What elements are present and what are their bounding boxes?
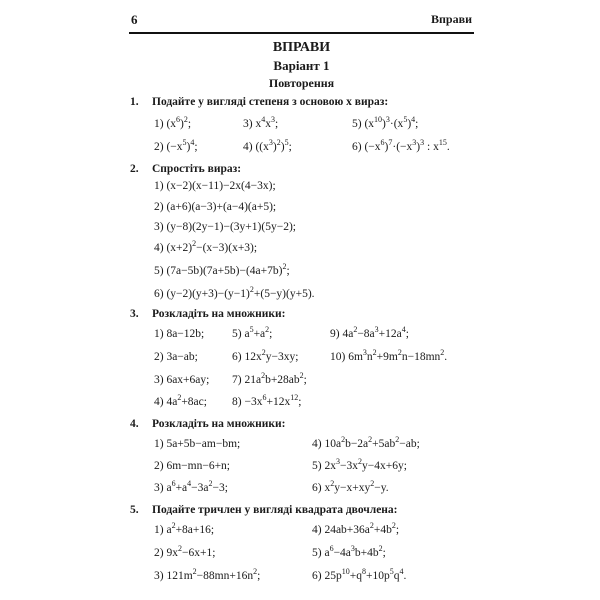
- task-instruction: Розкладіть на множники:: [152, 418, 286, 430]
- task-number: 1.: [130, 96, 139, 108]
- exercise-item: 1) (x−2)(x−11)−2x(4−3x);: [154, 180, 276, 192]
- exercise-item: 5) $a^5+a^2$;: [232, 325, 273, 340]
- exercise-item: 1) $a^2+8a+16$;: [154, 521, 215, 536]
- header-rule: [129, 32, 474, 34]
- exercise-item: 4) $10a^2b-2a^2+5ab^2-ab$;: [312, 435, 420, 450]
- exercise-item: 10) $6m^3n^2+9m^2n-18mn^2$.: [330, 348, 448, 363]
- task-number: 3.: [130, 308, 139, 320]
- exercise-item: 6) $(y-2)(y+3)-(y-1)^2+(5-y)(y+5)$.: [154, 285, 315, 300]
- task-instruction: Подайте тричлен у вигляді квадрата двочлена:: [152, 504, 398, 516]
- exercise-item: 9) $4a^2-8a^3+12a^4$;: [330, 325, 409, 340]
- exercise-item: 1) $(x^6)^2$;: [154, 115, 192, 130]
- exercise-item: 3) (y−8)(2y−1)−(3y+1)(5y−2);: [154, 221, 296, 233]
- task-instruction: Спростіть вираз:: [152, 163, 242, 175]
- exercise-item: 3) $a^6+a^4-3a^2-3$;: [154, 479, 228, 494]
- exercise-item: 4) $4a^2+8ac$;: [154, 393, 207, 408]
- task-instruction: Подайте у вигляді степеня з основою x вираз:: [152, 96, 389, 108]
- page-title: ВПРАВИ: [272, 40, 331, 55]
- task-number: 2.: [130, 163, 139, 175]
- exercise-item: 6) $x^2y-x+xy^2-y$.: [312, 479, 389, 494]
- exercise-item: $8) -3x^6+12x^{12}$;: [232, 393, 302, 408]
- exercise-item: 7) $21a^2b+28ab^2$;: [232, 371, 307, 386]
- exercise-item: 6) $25p^{10}+q^8+10p^5q^4$.: [312, 567, 407, 582]
- exercise-item: 1) 8a−12b;: [154, 328, 205, 340]
- exercise-item: 2) (a+6)(a−3)+(a−4)(a+5);: [154, 201, 277, 213]
- exercise-item: 3) 6ax+6ay;: [154, 374, 210, 386]
- exercise-item: 5) $2x^3-3x^2y-4x+6y$;: [312, 457, 407, 472]
- exercise-item: 4) $((x^3)^2)^5$;: [243, 138, 292, 153]
- exercise-item: 5) $(x^{10})^3\cdot(x^5)^4$;: [352, 115, 419, 130]
- section-heading: Повторення: [268, 76, 335, 90]
- exercise-item: 3) $121m^2-88mn+16n^2$;: [154, 567, 261, 582]
- page-number: 6: [131, 12, 138, 27]
- exercise-item: 2) 3a−ab;: [154, 351, 198, 363]
- exercise-item: 6) $(-x^6)^7\cdot(-x^3)^3$ : $x^{15}$.: [352, 138, 450, 153]
- exercise-item: 4) $24ab+36a^2+4b^2$;: [312, 521, 400, 536]
- exercise-item: 2) $(-x^5)^4$;: [154, 138, 198, 153]
- task-number: 4.: [130, 418, 139, 430]
- exercise-item: 5) $a^6-4a^3b+4b^2$;: [312, 544, 386, 559]
- exercise-item: 6) $12x^2y-3xy$;: [232, 348, 299, 363]
- exercise-item: 1) 5a+5b−am−bm;: [154, 438, 241, 450]
- exercise-item: 5) $(7a-5b)(7a+5b)-(4a+7b)^2$;: [154, 262, 290, 277]
- task-instruction: Розкладіть на множники:: [152, 308, 286, 320]
- exercise-item: 4) $(x+2)^2-(x-3)(x+3)$;: [154, 239, 258, 254]
- exercise-item: 2) 6m−mn−6+n;: [154, 460, 230, 472]
- task-number: 5.: [130, 504, 139, 516]
- exercise-item: 2) $9x^2-6x+1$;: [154, 544, 216, 559]
- variant-heading: Варіант 1: [273, 58, 330, 73]
- exercise-item: 3) $x^4x^3$;: [243, 115, 279, 130]
- running-header: Вправи: [431, 12, 472, 26]
